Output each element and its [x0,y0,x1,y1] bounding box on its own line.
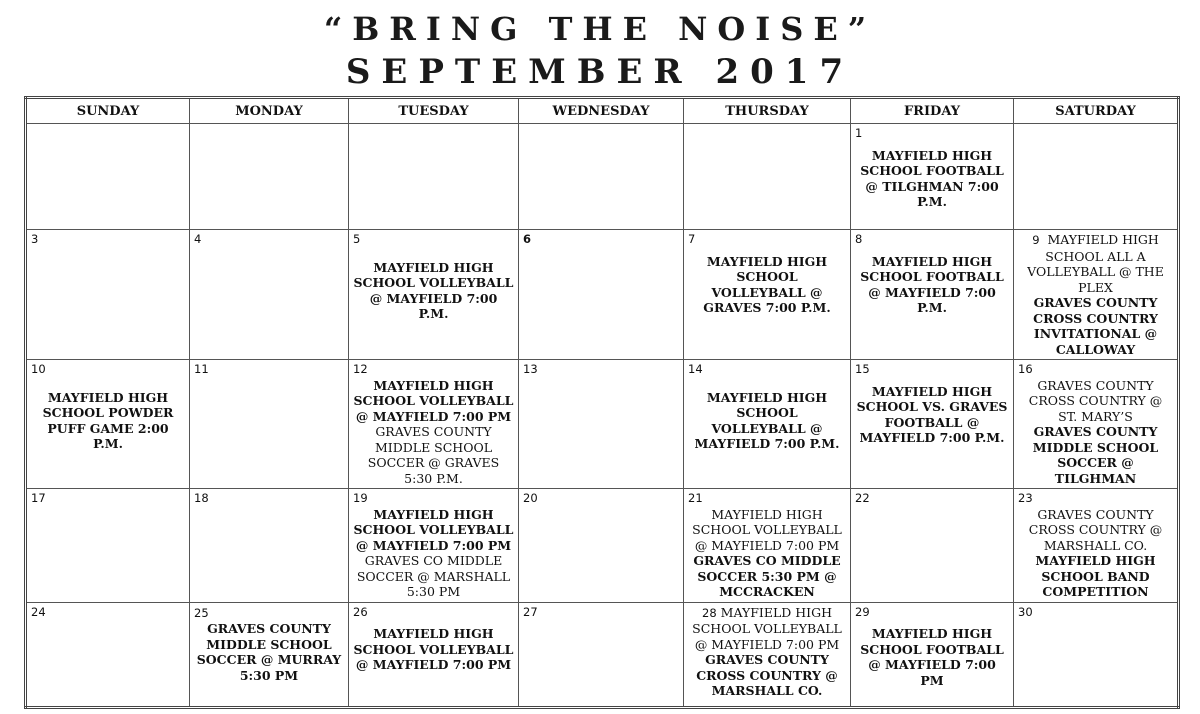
event-text: GRAVES COUNTY MIDDLE SCHOOL SOCCER @ GRAVES 5:30 P.M. [367,424,500,486]
day-cell[interactable] [1014,489,1179,603]
day-number: 3 [31,232,39,246]
event-text-inline: MAYFIELD HIGH SCHOOL VOLLEYBALL @ MAYFIELD 7:00 PM [692,604,842,652]
day-cell[interactable] [349,489,519,603]
day-cell[interactable] [684,489,851,603]
event-text: GRAVES COUNTY CROSS COUNTRY INVITATIONAL @ CALLOWAY [1033,295,1158,357]
day-cell[interactable] [1014,602,1179,707]
day-number: 29 [855,604,870,619]
day-cell[interactable] [851,124,1014,230]
day-cell[interactable] [190,230,349,360]
day-number: 21 [688,491,703,505]
week-row [26,360,1179,489]
day-cell[interactable] [851,230,1014,360]
event-text-inline: MAYFIELD HIGH SCHOOL ALL A VOLLEYBALL @ THE PLEX [1027,232,1164,295]
day-cell[interactable] [519,602,684,707]
event-text: MAYFIELD HIGH SCHOOL VOLLEYBALL @ GRAVES 7:00 P.M. [703,253,831,315]
day-cell-empty [1014,124,1179,230]
day-number: 13 [523,362,538,376]
day-cell-empty [349,124,519,230]
day-cell[interactable] [684,602,851,707]
day-number: 24 [31,604,46,619]
event-text: MAYFIELD HIGH SCHOOL VOLLEYBALL @ MAYFIELD 7:00 PM [353,377,514,424]
weekday-header: WEDNESDAY [519,98,684,124]
day-number: 8 [855,232,863,246]
calendar-grid [24,96,1180,709]
day-number: 18 [194,491,209,505]
day-number: 20 [523,491,538,505]
weekday-header: SATURDAY [1014,98,1179,124]
day-cell[interactable] [26,230,190,360]
event-text: MAYFIELD HIGH SCHOOL VOLLEYBALL @ MAYFIELD 7:00 P.M. [694,389,840,451]
day-number: 23 [1018,491,1033,505]
event-text: MAYFIELD HIGH SCHOOL FOOTBALL @ MAYFIELD 7:00 PM [860,626,1004,688]
calendar-month: SEPTEMBER 2017 [345,52,855,92]
day-number: 30 [1018,604,1033,619]
day-number: 11 [194,362,209,376]
day-number: 6 [523,232,532,246]
event-text: MAYFIELD HIGH SCHOOL POWDER PUFF GAME 2:00 P.M. [42,389,174,451]
day-cell-empty [684,124,851,230]
day-number: 27 [523,604,538,619]
day-number: 1 [855,126,863,140]
event-text [1018,232,1173,295]
day-cell[interactable] [349,230,519,360]
day-number: 22 [855,491,870,505]
weekday-header: TUESDAY [349,98,519,124]
day-number: 16 [1018,362,1033,376]
day-number: 7 [688,232,696,246]
event-text: GRAVES COUNTY CROSS COUNTRY @ ST. MARY’S [1028,377,1163,424]
event-text [688,605,846,653]
day-cell[interactable] [519,489,684,603]
weekday-header-row [26,98,1179,124]
event-text: MAYFIELD HIGH SCHOOL VOLLEYBALL @ MAYFIELD 7:00 PM [692,506,842,553]
event-text: MAYFIELD HIGH SCHOOL VS. GRAVES FOOTBALL @ MAYFIELD 7:00 P.M. [856,383,1008,445]
event-text: GRAVES CO MIDDLE SOCCER @ MARSHALL 5:30 PM [356,553,511,599]
event-text: MAYFIELD HIGH SCHOOL FOOTBALL @ TILGHMAN 7:00 P.M. [860,147,1004,209]
day-cell[interactable] [851,489,1014,603]
day-number: 4 [194,232,202,246]
day-number: 15 [855,362,870,376]
event-text: MAYFIELD HIGH SCHOOL BAND COMPETITION [1035,553,1156,599]
day-number: 17 [31,491,46,505]
week-row [26,602,1179,707]
weekday-header: FRIDAY [851,98,1014,124]
day-number: 28 [702,605,717,620]
weekday-header: MONDAY [190,98,349,124]
event-text: MAYFIELD HIGH SCHOOL VOLLEYBALL @ MAYFIELD 7:00 PM [353,506,514,553]
day-number: 26 [353,604,368,619]
day-number: 14 [688,362,703,376]
day-number: 9 [1032,233,1040,247]
day-cell[interactable] [519,230,684,360]
day-number: 25 [194,605,209,620]
day-cell[interactable] [519,360,684,489]
day-cell-empty [519,124,684,230]
calendar-title: “BRING THE NOISE” [323,10,877,48]
week-row [26,230,1179,360]
day-cell[interactable] [684,230,851,360]
day-cell[interactable] [1014,360,1179,489]
day-cell[interactable] [349,602,519,707]
day-cell[interactable] [26,489,190,603]
day-cell[interactable] [26,360,190,489]
day-number: 10 [31,362,46,376]
event-text: GRAVES COUNTY CROSS COUNTRY @ MARSHALL CO. [1028,506,1163,553]
day-cell-empty [190,124,349,230]
day-cell[interactable] [684,360,851,489]
day-number: 5 [353,232,361,246]
day-number: 19 [353,491,368,505]
day-cell[interactable] [190,602,349,707]
week-row [26,489,1179,603]
day-cell[interactable] [190,360,349,489]
day-cell[interactable] [349,360,519,489]
event-text: GRAVES COUNTY CROSS COUNTRY @ MARSHALL CO. [696,652,838,698]
day-cell-empty [26,124,190,230]
event-text: GRAVES COUNTY MIDDLE SCHOOL SOCCER @ TILGHMAN [1032,424,1159,486]
event-text: MAYFIELD HIGH SCHOOL FOOTBALL @ MAYFIELD 7:00 P.M. [860,253,1004,315]
day-cell[interactable] [851,360,1014,489]
day-cell[interactable] [1014,230,1179,360]
event-text: GRAVES COUNTY MIDDLE SCHOOL SOCCER @ MURRAY 5:30 PM [196,621,342,683]
day-cell[interactable] [851,602,1014,707]
event-text: MAYFIELD HIGH SCHOOL VOLLEYBALL @ MAYFIELD 7:00 PM [353,626,514,672]
weekday-header: THURSDAY [684,98,851,124]
day-cell[interactable] [26,602,190,707]
event-text: MAYFIELD HIGH SCHOOL VOLLEYBALL @ MAYFIELD 7:00 P.M. [353,259,514,321]
event-text: GRAVES CO MIDDLE SOCCER 5:30 PM @ MCCRACKEN [693,553,841,599]
day-number: 12 [353,362,368,376]
weekday-header: SUNDAY [26,98,190,124]
week-row [26,124,1179,230]
day-cell[interactable] [190,489,349,603]
